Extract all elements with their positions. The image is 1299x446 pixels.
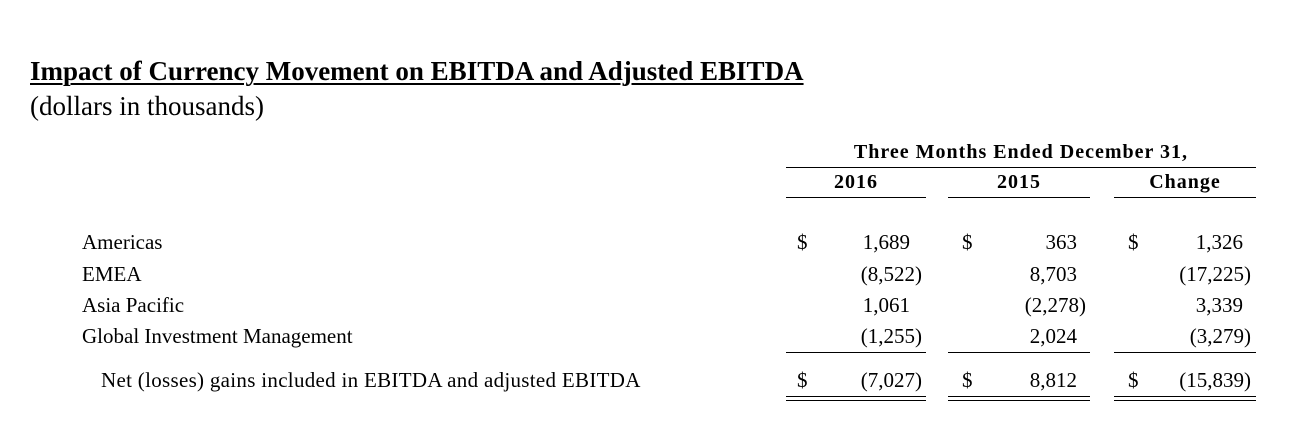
currency-symbol: $ [962,230,973,254]
currency-symbol: $ [797,230,808,254]
cell-gim-change: (3,279) [1189,324,1251,348]
period-header: Three Months Ended December 31, [786,141,1256,168]
cell-emea-change: (17,225) [1179,262,1251,286]
currency-symbol: $ [1128,368,1139,392]
currency-symbol: $ [962,368,973,392]
cell-total-change: (15,839) [1179,368,1251,392]
page-title: Impact of Currency Movement on EBITDA and Adjusted EBITDA [30,56,804,86]
cell-americas-change: 1,326 [1195,230,1243,254]
total-double-rule [948,396,1090,401]
cell-gim-2016: (1,255) [860,324,922,348]
row-label-americas: Americas [82,230,163,254]
cell-emea-2016: (8,522) [860,262,922,286]
cell-total-2015: 8,812 [1029,368,1077,392]
cell-americas-2015: 363 [1045,230,1077,254]
subtotal-rule [1114,352,1256,353]
row-label-global-investment-management: Global Investment Management [82,324,353,348]
page-subtitle: (dollars in thousands) [30,91,264,121]
cell-asia-pacific-change: 3,339 [1195,293,1243,317]
row-label-total: Net (losses) gains included in EBITDA and adjusted EBITDA [101,368,641,392]
subtotal-rule [786,352,926,353]
cell-total-2016: (7,027) [860,368,922,392]
cell-asia-pacific-2016: 1,061 [862,293,910,317]
column-header-2016: 2016 [786,171,926,198]
currency-symbol: $ [1128,230,1139,254]
column-header-2015: 2015 [948,171,1090,198]
row-label-emea: EMEA [82,262,142,286]
column-header-change: Change [1114,171,1256,198]
cell-emea-2015: 8,703 [1029,262,1077,286]
total-double-rule [786,396,926,401]
total-double-rule [1114,396,1256,401]
cell-gim-2015: 2,024 [1029,324,1077,348]
cell-americas-2016: 1,689 [862,230,910,254]
row-label-asia-pacific: Asia Pacific [82,293,185,317]
subtotal-rule [948,352,1090,353]
cell-asia-pacific-2015: (2,278) [1024,293,1086,317]
currency-symbol: $ [797,368,808,392]
